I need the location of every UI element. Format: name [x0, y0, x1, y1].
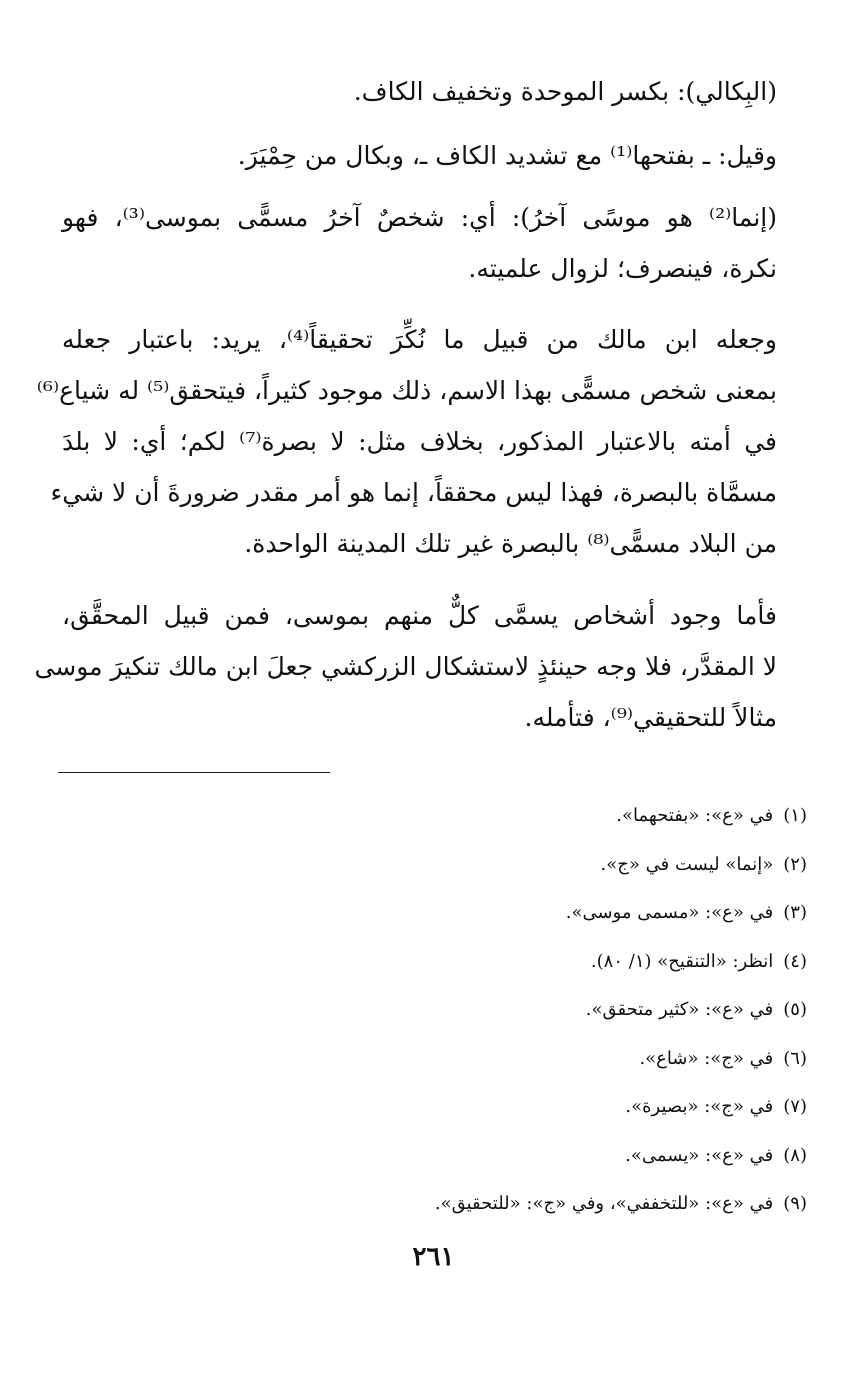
paragraph-innama: [62, 192, 777, 294]
footnotes: [107, 792, 807, 1229]
footnote-number: (٣): [783, 902, 807, 923]
paragraph-musa: [34, 590, 777, 743]
page-number: ٢٦١: [412, 1242, 455, 1272]
footnote-item: [107, 1035, 807, 1084]
footnote-item: [107, 1180, 807, 1229]
footnote-number: (٤): [783, 950, 807, 972]
footnote-text: في «ع»: «بفتحهما».: [616, 805, 774, 826]
text-line: (إنما⁽²⁾ هو موسًى آخرُ): أي: شخصٌ آخرُ مسمًّى بموسى⁽³⁾، فهو: [62, 203, 778, 232]
text-line: (البِكالي): بكسر الموحدة وتخفيف الكاف.: [353, 77, 777, 106]
footnote-text: في «ع»: «للتخففي»، وفي «ج»: «للتحقيق».: [434, 1193, 774, 1214]
footnote-text: في «ج»: «بصيرة».: [625, 1096, 774, 1117]
footnote-text: «إنما» ليست في «ج».: [600, 853, 774, 875]
footnote-item: [107, 792, 807, 841]
text-line: فأما وجود أشخاص يسمَّى كلٌّ منهم بموسى، فمن قبيل المحقَّق،: [62, 601, 777, 630]
footnote-item: [107, 889, 807, 938]
footnote-item: [107, 1083, 807, 1132]
footnote-item: [107, 841, 807, 890]
text-line: في أمته بالاعتبار المذكور، بخلاف مثل: لا بصرة⁽⁷⁾ لكم؛ أي: لا بلدَ: [62, 427, 777, 456]
footnote-text: انظر: «التنقيح» (١/ ٨٠).: [590, 950, 774, 972]
text-line: بمعنى شخص مسمًّى بهذا الاسم، ذلك موجود كثيراً، فيتحقق⁽⁵⁾ له شياع⁽⁶⁾: [36, 376, 777, 405]
footnote-text: في «ع»: «كثير متحقق».: [585, 999, 774, 1020]
footnote-number: (٨): [783, 1144, 807, 1166]
footnote-text: في «ج»: «شاع».: [639, 1047, 774, 1069]
footnote-separator: [58, 772, 330, 773]
text-line: وجعله ابن مالك من قبيل ما نُكِّرَ تحقيقاً⁽⁴⁾، يريد: باعتبار جعله: [62, 325, 777, 354]
footnote-number: (٢): [783, 853, 807, 875]
footnote-item: [107, 986, 807, 1035]
footnote-text: في «ع»: «يسمى».: [625, 1144, 774, 1166]
footnote-number: (٩): [783, 1193, 807, 1214]
text-line: وقيل: ـ بفتحها⁽¹⁾ مع تشديد الكاف ـ، وبكال من حِمْيَرَ.: [237, 141, 777, 170]
footnote-number: (٦): [783, 1047, 807, 1069]
text-line: نكرة، فينصرف؛ لزوال علميته.: [468, 254, 777, 283]
paragraph-qila: [62, 130, 777, 181]
paragraph-bikali: [62, 66, 777, 117]
footnote-number: (٥): [783, 999, 807, 1020]
text-line: مسمَّاة بالبصرة، فهذا ليس محققاً، إنما هو أمر مقدر ضرورةَ أن لا شيء: [50, 478, 777, 507]
footnote-item: [107, 938, 807, 987]
text-line: من البلاد مسمًّى⁽⁸⁾ بالبصرة غير تلك المدينة الواحدة.: [244, 529, 777, 558]
paragraph-ibn-malik: [36, 314, 777, 569]
text-line: مثالاً للتحقيقي⁽⁹⁾، فتأمله.: [524, 703, 777, 732]
footnote-text: في «ع»: «مسمى موسى».: [565, 902, 774, 923]
footnote-number: (١): [783, 805, 807, 826]
footnote-item: [107, 1132, 807, 1181]
text-line: لا المقدَّر، فلا وجه حينئذٍ لاستشكال الزركشي جعلَ ابن مالك تنكيرَ موسى: [34, 652, 777, 681]
footnote-number: (٧): [783, 1096, 807, 1117]
